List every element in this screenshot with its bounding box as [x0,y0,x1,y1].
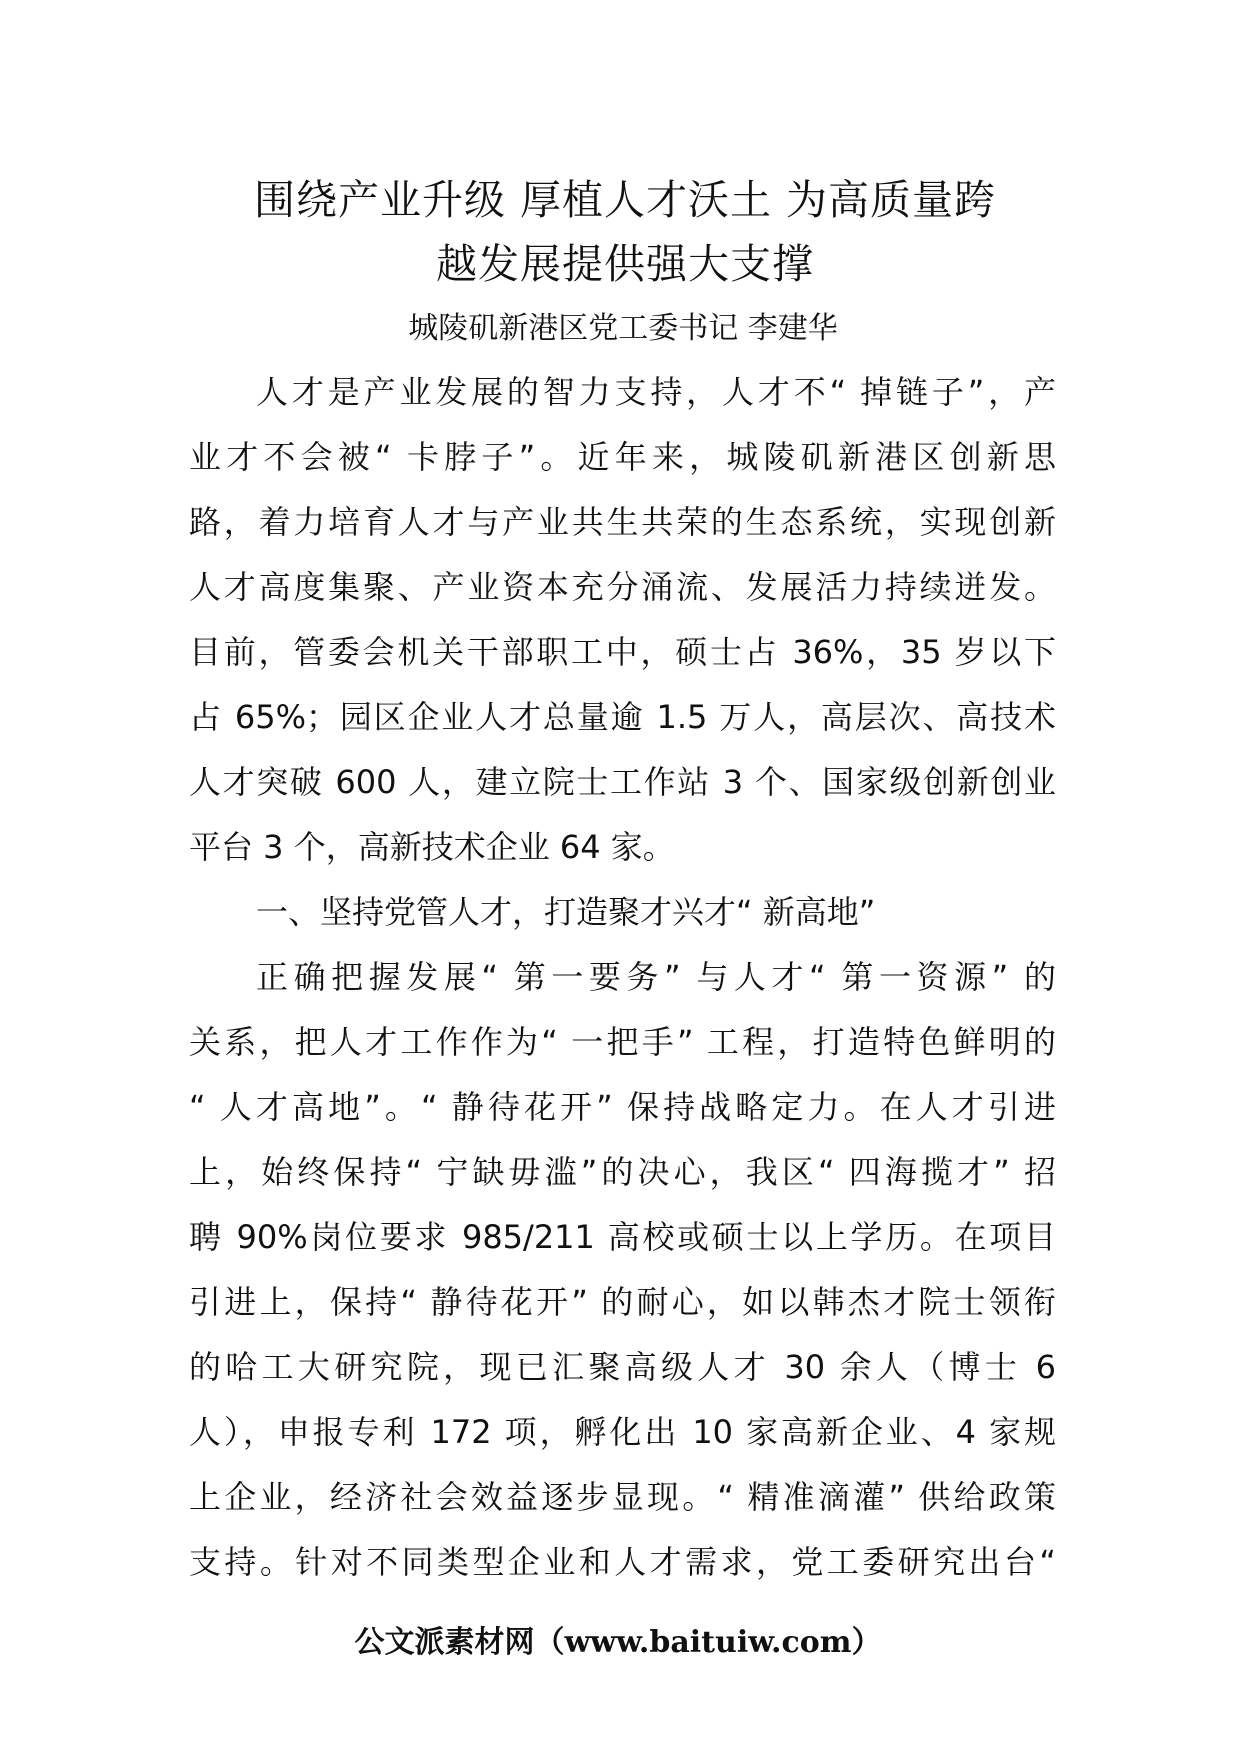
body-line: 正确把握发展“ 第一要务” 与人才“ 第一资源” 的 [256,958,1056,996]
body-line: 平台 3 个，高新技术企业 64 家。 [189,828,675,866]
body-line: 目前，管委会机关干部职工中，硕士占 36%，35 岁以下 [189,633,1056,671]
section-heading: 一、坚持党管人才，打造聚才兴才“ 新高地” [256,893,876,931]
body-line: 上企业，经济社会效益逐步显现。“ 精准滴灌” 供给政策 [189,1478,1056,1516]
body-line: 聘 90%岗位要求 985/211 高校或硕士以上学历。在项目 [189,1218,1056,1256]
footer-watermark: 公文派素材网（www.baituiw.com） [354,1625,882,1660]
body-line: 人），申报专利 172 项，孵化出 10 家高新企业、4 家规 [189,1413,1056,1451]
body-line: 关系，把人才工作作为“ 一把手” 工程，打造特色鲜明的 [189,1023,1056,1061]
body-line: 上，始终保持“ 宁缺毋滥”的决心，我区“ 四海揽才” 招 [189,1153,1056,1191]
body-line: 人才突破 600 人，建立院士工作站 3 个、国家级创新创业 [189,763,1056,801]
document-body [189,360,1056,1595]
body-line: “ 人才高地”。“ 静待花开” 保持战略定力。在人才引进 [189,1088,1056,1126]
body-line: 业才不会被“ 卡脖子”。近年来，城陵矶新港区创新思 [189,438,1056,476]
body-line: 人才高度集聚、产业资本充分涌流、发展活力持续迸发。 [189,568,1056,606]
document-title-line-2: 越发展提供强大支撑 [436,240,814,288]
body-line: 支持。针对不同类型企业和人才需求，党工委研究出台“ [189,1543,1056,1581]
body-line: 的哈工大研究院，现已汇聚高级人才 30 余人（博士 6 [189,1348,1056,1386]
body-line: 占 65%；园区企业人才总量逾 1.5 万人，高层次、高技术 [189,698,1056,736]
author-byline: 城陵矶新港区党工委书记 李建华 [408,311,838,346]
body-line: 路，着力培育人才与产业共生共荣的生态系统，实现创新 [189,503,1056,541]
body-line: 引进上，保持“ 静待花开” 的耐心，如以韩杰才院士领衔 [189,1283,1056,1321]
body-line: 人才是产业发展的智力支持，人才不“ 掉链子”，产 [256,373,1056,411]
document-title-line-1: 围绕产业升级 厚植人才沃土 为高质量跨 [253,176,997,224]
